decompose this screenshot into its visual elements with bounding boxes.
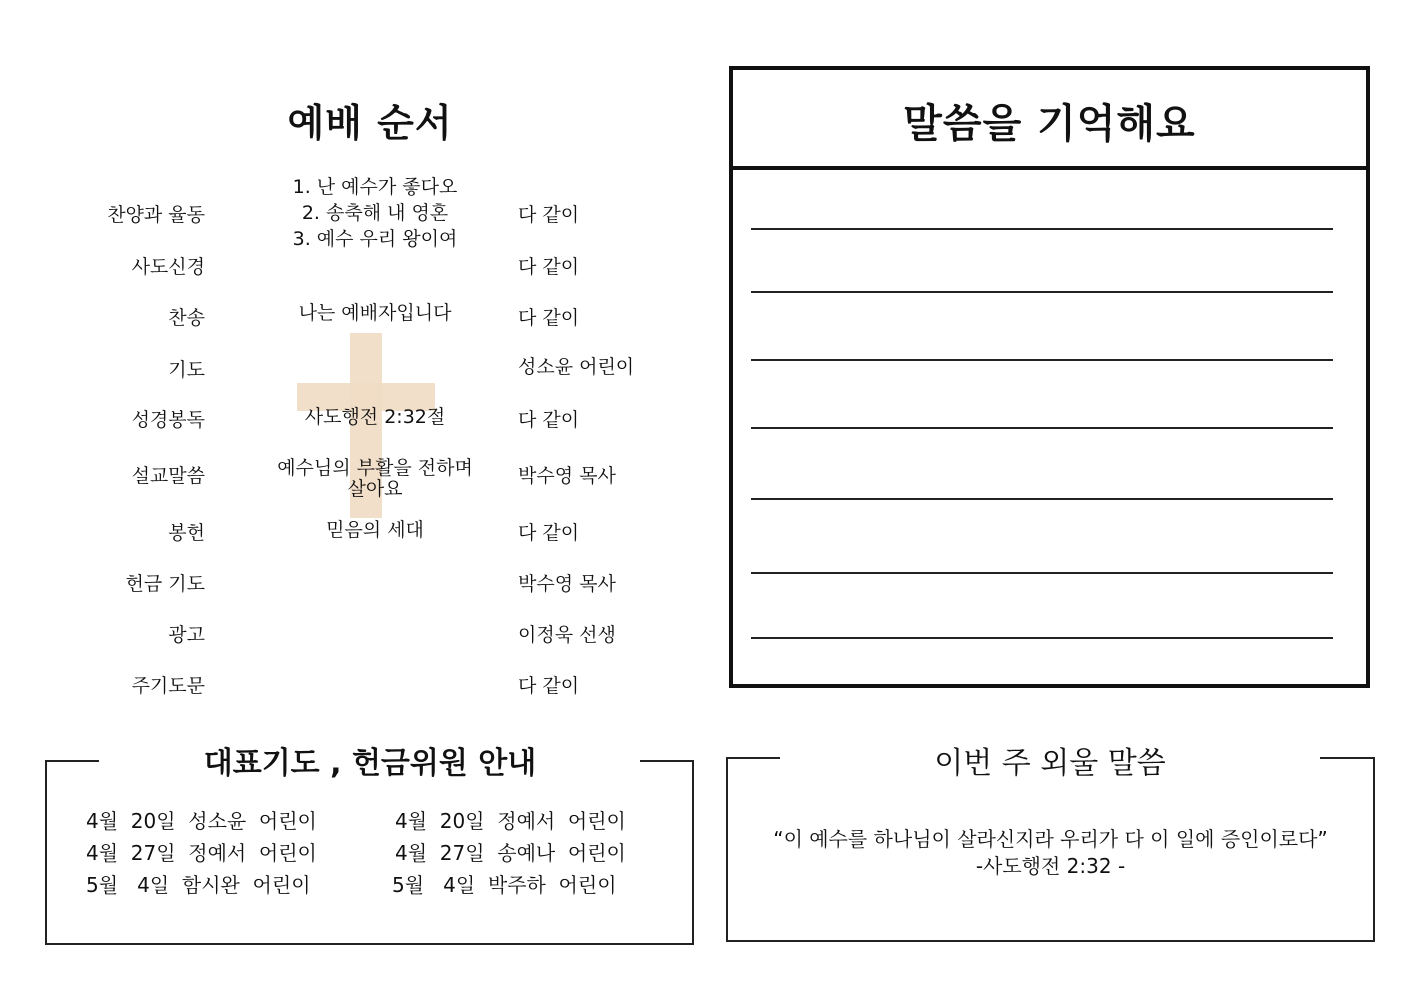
prayer-entry: 5월 4일 함시완 어린이 [86, 873, 311, 897]
order-row [0, 569, 700, 609]
order-item: 기도 [168, 359, 205, 381]
writing-line [751, 228, 1333, 230]
prayer-box-border [640, 760, 692, 762]
verse-box-border [726, 757, 780, 759]
order-content [250, 174, 500, 252]
order-row [0, 518, 700, 558]
order-item: 광고 [168, 624, 205, 646]
order-item: 찬송 [168, 307, 205, 329]
order-item: 설교말씀 [131, 465, 205, 487]
order-content-line: 2. 송축해 내 영혼 [301, 202, 449, 224]
order-row [0, 620, 700, 660]
prayer-title: 대표기도 , 헌금위원 안내 [203, 746, 537, 781]
order-content-line: 나는 예배자입니다 [298, 302, 452, 324]
prayer-box-border [45, 760, 99, 762]
order-leader: 다 같이 [518, 409, 580, 431]
order-row [0, 405, 700, 445]
order-leader: 다 같이 [518, 522, 580, 544]
writing-line [751, 359, 1333, 361]
order-row [0, 252, 700, 292]
order-content-line: 예수님의 부활을 전하며 [277, 457, 473, 479]
memory-box [729, 66, 1370, 688]
order-title: 예배 순서 [287, 101, 453, 145]
order-leader: 이정욱 선생 [518, 624, 616, 646]
order-item: 사도신경 [131, 256, 205, 278]
order-item: 성경봉독 [131, 409, 205, 431]
order-leader: 박수영 목사 [518, 573, 616, 595]
prayer-entry: 4월 27일 정예서 어린이 [86, 841, 317, 865]
order-row [0, 671, 700, 711]
prayer-entry: 5월 4일 박주하 어린이 [392, 873, 617, 897]
writing-line [751, 427, 1333, 429]
writing-line [751, 498, 1333, 500]
order-row [0, 303, 700, 343]
verse-text: “이 예수를 하나님이 살라신지라 우리가 다 이 일에 증인이로다” [773, 827, 1328, 851]
prayer-entry: 4월 20일 성소윤 어린이 [86, 809, 317, 833]
order-leader: 다 같이 [518, 204, 580, 226]
order-content-line: 1. 난 예수가 좋다오 [292, 176, 458, 198]
order-leader: 다 같이 [518, 307, 580, 329]
writing-line [751, 572, 1333, 574]
order-content [250, 458, 500, 500]
order-leader: 성소윤 어린이 [518, 356, 635, 378]
writing-line [751, 637, 1333, 639]
order-content-line: 믿음의 세대 [326, 519, 424, 541]
order-content-line: 사도행전 2:32절 [304, 406, 446, 428]
order-row [0, 176, 700, 250]
order-row [0, 457, 700, 501]
writing-line [751, 291, 1333, 293]
order-item: 찬양과 율동 [107, 204, 205, 226]
verse-title: 이번 주 외울 말씀 [934, 746, 1166, 781]
order-item: 봉헌 [168, 522, 205, 544]
order-leader: 다 같이 [518, 256, 580, 278]
memory-title: 말씀을 기억해요 [903, 101, 1196, 147]
order-leader: 박수영 목사 [518, 465, 616, 487]
prayer-entry: 4월 20일 정예서 어린이 [395, 809, 626, 833]
order-content-line: 살아요 [347, 478, 403, 500]
order-row [0, 352, 700, 392]
order-content-line: 3. 예수 우리 왕이여 [292, 228, 458, 250]
verse-reference: -사도행전 2:32 - [975, 854, 1126, 878]
verse-box-border [1320, 757, 1373, 759]
prayer-entry: 4월 27일 송예나 어린이 [395, 841, 626, 865]
order-item: 주기도문 [131, 675, 205, 697]
order-leader: 다 같이 [518, 675, 580, 697]
order-item: 헌금 기도 [125, 573, 205, 595]
